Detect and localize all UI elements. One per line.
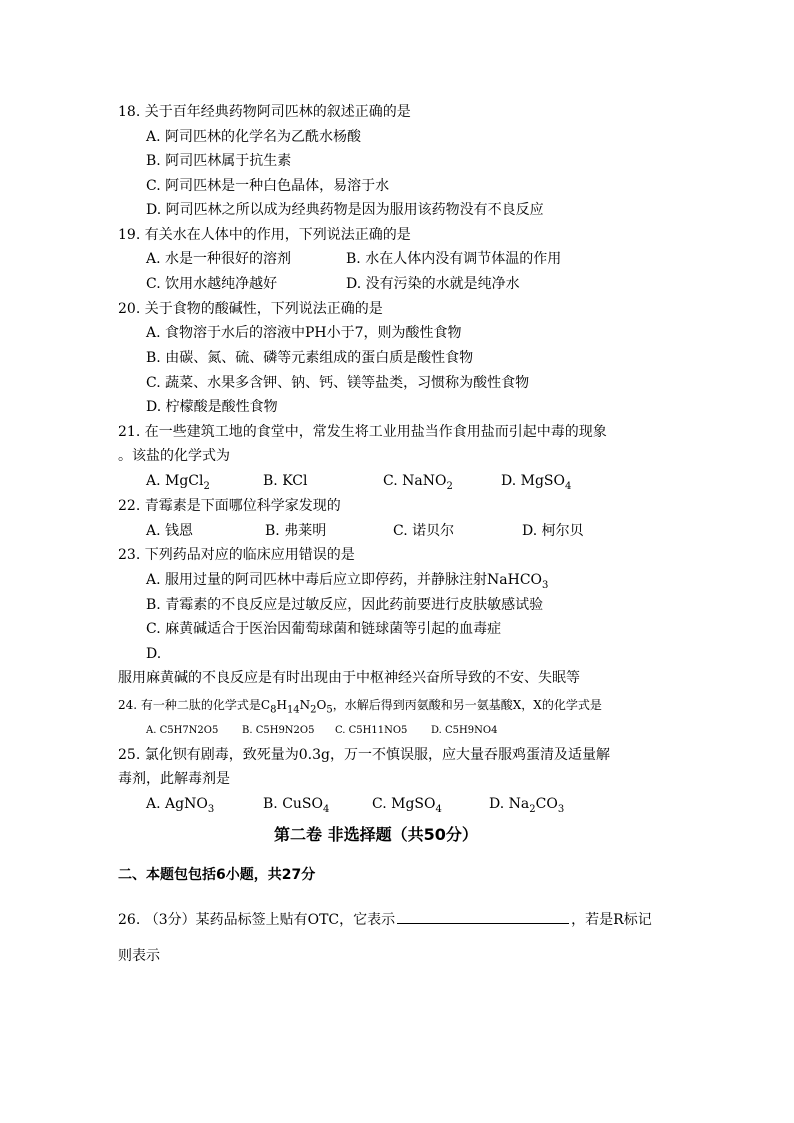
q21-option-c — [383, 472, 453, 496]
q21-option-c-sub: 2 — [446, 480, 453, 492]
q23-option-d: D. — [146, 646, 162, 662]
q25-option-d-sub2: 3 — [557, 803, 565, 815]
q20-option-c: C. 蔬菜、水果多含钾、钠、钙、镁等盐类，习惯称为酸性食物 — [146, 375, 530, 391]
q23-stem: 23. 下列药品对应的临床应用错误的是 — [118, 547, 355, 563]
q24-stem-c: N — [299, 698, 311, 712]
q26-stem-text: 26. （3分）某药品标签上贴有OTC，它表示 — [118, 912, 396, 928]
q25-option-d — [489, 795, 564, 819]
q24-stem-s2: 14 — [286, 704, 300, 716]
q19-option-d: D. 没有污染的水就是纯净水 — [346, 276, 520, 292]
q20-option-b: B. 由碳、氮、硫、磷等元素组成的蛋白质是酸性食物 — [146, 350, 474, 366]
q24-option-a-text: A. C — [146, 725, 168, 736]
q24-stem-s4: 5 — [326, 704, 333, 716]
q21-stem-line1: 21. 在一些建筑工地的食堂中，常发生将工业用盐当作食用盐而引起中毒的现象 — [118, 424, 607, 440]
q24-option-a-tail: 5H7N2O5 — [167, 725, 219, 736]
q24-option-c: C. C5H11NO5 — [335, 725, 408, 736]
q25-option-b-text: B. CuSO — [263, 796, 323, 812]
q25-stem-line2: 毒剂，此解毒剂是 — [118, 771, 230, 787]
q23-option-a-sub: 3 — [542, 579, 549, 591]
q21-option-d-sub: 4 — [565, 480, 572, 492]
q19-option-b: B. 水在人体内没有调节体温的作用 — [346, 251, 562, 267]
q24-stem-e: ，水解后得到丙氨酸和另一氨基酸X，X的化学式是 — [332, 698, 602, 712]
q24-stem — [118, 696, 602, 719]
q18-option-a: A. 阿司匹林的化学名为乙酰水杨酸 — [146, 129, 362, 145]
q25-option-c-text: C. MgSO — [372, 796, 436, 812]
q26-line2: 则表示 — [118, 948, 160, 964]
q25-option-d-mid: CO — [535, 796, 558, 812]
q19-option-a: A. 水是一种很好的溶剂 — [146, 251, 292, 267]
q26-answer-blank[interactable] — [397, 909, 569, 924]
q23-option-a — [146, 571, 548, 595]
q25-option-c-sub: 4 — [435, 803, 442, 815]
q24-option-b: B. C5H9N2O5 — [242, 725, 315, 736]
q24-stem-s3: 2 — [310, 704, 317, 716]
q18-option-b: B. 阿司匹林属于抗生素 — [146, 153, 292, 169]
q22-option-b: B. 弗莱明 — [265, 523, 327, 539]
q18-option-d: D. 阿司匹林之所以成为经典药物是因为服用该药物没有不良反应 — [146, 202, 544, 218]
q20-stem: 20. 关于食物的酸碱性，下列说法正确的是 — [118, 301, 383, 317]
section-title: 第二卷 非选择题（共50分） — [274, 825, 478, 844]
q25-option-d-text: D. Na — [489, 796, 530, 812]
q24-stem-s1: 8 — [270, 704, 277, 716]
q20-option-d: D. 柠檬酸是酸性食物 — [146, 399, 278, 415]
q19-stem: 19. 有关水在人体中的作用，下列说法正确的是 — [118, 227, 411, 243]
q25-option-a-text: A. AgNO — [146, 796, 208, 812]
q23-option-b: B. 青霉素的不良反应是过敏反应，因此药前要进行皮肤敏感试验 — [146, 597, 544, 613]
q24-option-a — [146, 722, 218, 740]
q26-stem — [118, 909, 652, 929]
q18-option-c: C. 阿司匹林是一种白色晶体，易溶于水 — [146, 178, 390, 194]
q25-stem-line1: 25. 氯化钡有剧毒，致死量为0.3g，万一不慎误服，应大量吞服鸡蛋清及适量解 — [118, 747, 610, 763]
q20-option-a: A. 食物溶于水后的溶液中PH小于7，则为酸性食物 — [146, 325, 462, 341]
q24-stem-d: O — [316, 698, 327, 712]
q22-option-d: D. 柯尔贝 — [522, 523, 584, 539]
q26-after-blank: ，若是R标记 — [571, 912, 652, 928]
q21-option-c-text: C. NaNO — [383, 473, 447, 489]
q22-option-c: C. 诺贝尔 — [393, 523, 455, 539]
q21-option-d — [501, 472, 571, 496]
q25-option-b — [263, 795, 329, 819]
q21-option-a-sub: 2 — [203, 480, 210, 492]
q23-option-a-text: A. 服用过量的阿司匹林中毒后应立即停药，并静脉注射NaHCO — [146, 572, 543, 588]
q18-stem: 18. 关于百年经典药物阿司匹林的叙述正确的是 — [118, 104, 411, 120]
q24-stem-a: 24. 有一种二肽的化学式是C — [118, 698, 271, 712]
q21-option-d-text: D. MgSO — [501, 473, 565, 489]
q24-stem-b: H — [276, 698, 287, 712]
q21-stem-line2: 。该盐的化学式为 — [118, 448, 230, 464]
q25-option-b-sub: 4 — [323, 803, 330, 815]
q22-option-a: A. 钱恩 — [146, 523, 194, 539]
q21-option-b: B. KCl — [263, 473, 308, 489]
q21-option-a — [146, 472, 210, 496]
q23-option-d-continued: 服用麻黄碱的不良反应是有时出现由于中枢神经兴奋所导致的不安、失眠等 — [118, 670, 580, 686]
q25-option-a-sub: 3 — [207, 803, 215, 815]
q19-option-c: C. 饮用水越纯净越好 — [146, 276, 278, 292]
q21-option-a-text: A. MgCl — [146, 473, 204, 489]
part-heading: 二、本题包包括6小题，共27分 — [118, 867, 316, 883]
q25-option-d-sub1: 2 — [529, 803, 536, 815]
q23-option-c: C. 麻黄碱适合于医治因葡萄球菌和链球菌等引起的血毒症 — [146, 621, 502, 637]
q25-option-c — [372, 795, 442, 819]
q24-option-d: D. C5H9NO4 — [431, 725, 498, 736]
q25-option-a — [146, 795, 214, 819]
q22-stem: 22. 青霉素是下面哪位科学家发现的 — [118, 498, 341, 514]
